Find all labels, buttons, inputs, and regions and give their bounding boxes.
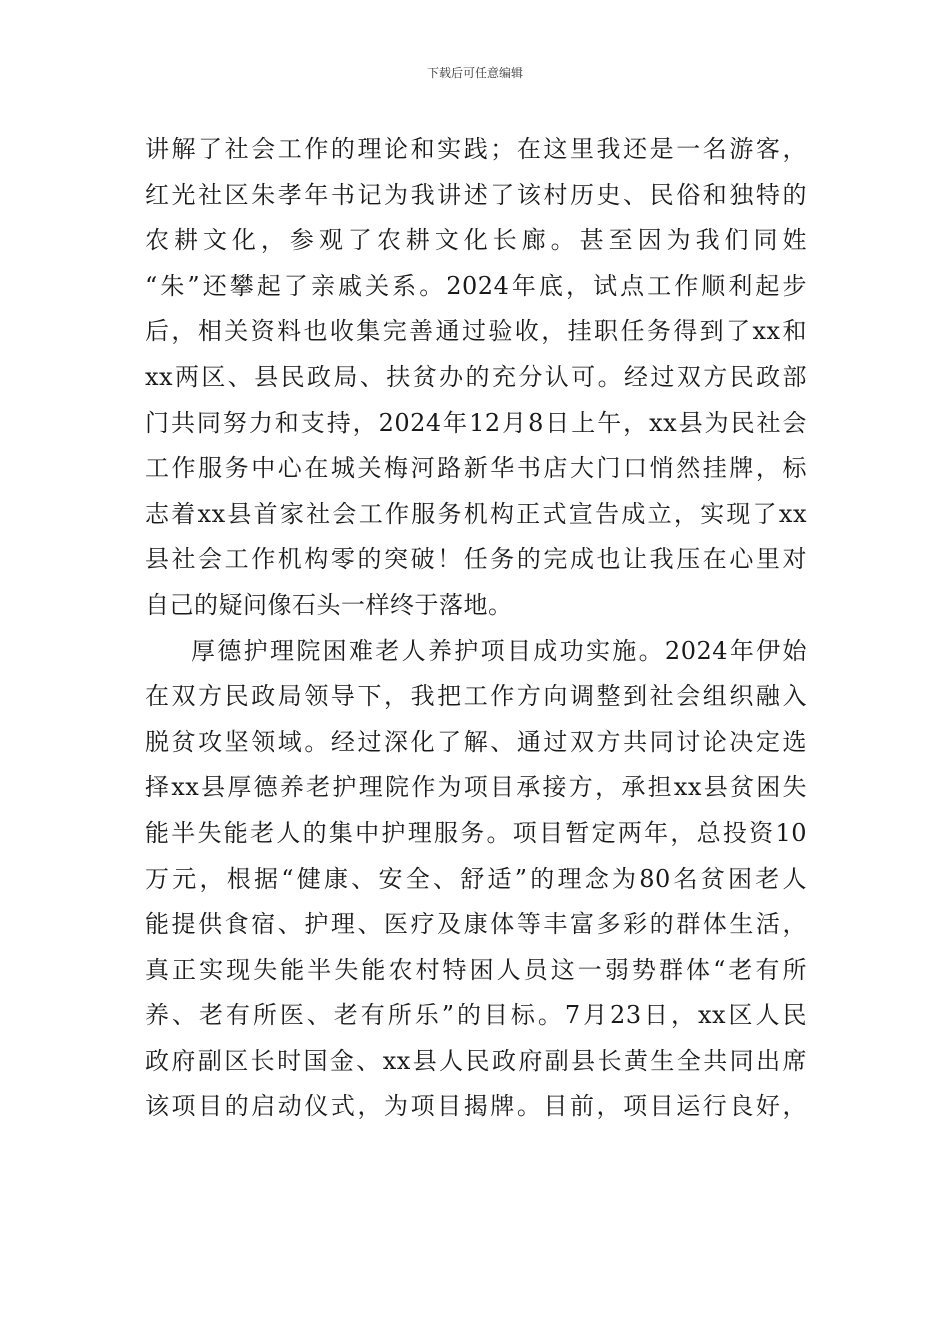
text-line: 脱贫攻坚领域。经过深化了解、通过双方共同讨论决定选 bbox=[145, 727, 807, 756]
page-header-note: 下载后可任意编辑 bbox=[426, 66, 523, 80]
text-line: 讲解了社会工作的理论和实践；在这里我还是一名游客， bbox=[145, 135, 807, 163]
text-line: 能提供食宿、护理、医疗及康体等丰富多彩的群体生活， bbox=[145, 910, 807, 939]
text-line: xx两区、县民政局、扶贫办的充分认可。经过双方民政部 bbox=[145, 362, 807, 391]
text-line: 农耕文化，参观了农耕文化长廊。甚至因为我们同姓 bbox=[145, 226, 807, 255]
text-line: 在双方民政局领导下，我把工作方向调整到社会组织融入 bbox=[145, 682, 807, 711]
text-line: 志着xx县首家社会工作服务机构正式宣告成立，实现了xx bbox=[145, 499, 807, 528]
text-line: 工作服务中心在城关梅河路新华书店大门口悄然挂牌，标 bbox=[145, 454, 807, 483]
text-line: 县社会工作机构零的突破！任务的完成也让我压在心里对 bbox=[145, 545, 807, 574]
text-line: 门共同努力和支持，2024年12月8日上午，xx县为民社会 bbox=[145, 408, 807, 437]
text-line: 政府副区长时国金、xx县人民政府副县长黄生全共同出席 bbox=[145, 1046, 807, 1075]
paragraph-start-line: 厚德护理院困难老人养护项目成功实施。2024年伊始 bbox=[191, 636, 807, 665]
paragraph-end-line: 自己的疑问像石头一样终于落地。 bbox=[145, 590, 513, 619]
text-line: 真正实现失能半失能农村特困人员这一弱势群体“老有所 bbox=[145, 955, 807, 984]
document-body bbox=[145, 127, 807, 1130]
text-line: 养、老有所医、老有所乐”的目标。7月23日，xx区人民 bbox=[145, 1001, 807, 1030]
text-line: 万元，根据“健康、安全、舒适”的理念为80名贫困老人 bbox=[145, 864, 807, 893]
text-line: 能半失能老人的集中护理服务。项目暂定两年，总投资10 bbox=[145, 818, 807, 847]
text-line: 该项目的启动仪式，为项目揭牌。目前，项目运行良好， bbox=[145, 1092, 807, 1121]
text-line: 择xx县厚德养老护理院作为项目承接方，承担xx县贫困失 bbox=[145, 773, 807, 802]
text-line: 红光社区朱孝年书记为我讲述了该村历史、民俗和独特的 bbox=[145, 180, 807, 209]
text-line: 后，相关资料也收集完善通过验收，挂职任务得到了xx和 bbox=[145, 317, 807, 346]
text-line: “朱”还攀起了亲戚关系。2024年底，试点工作顺利起步 bbox=[145, 271, 807, 300]
